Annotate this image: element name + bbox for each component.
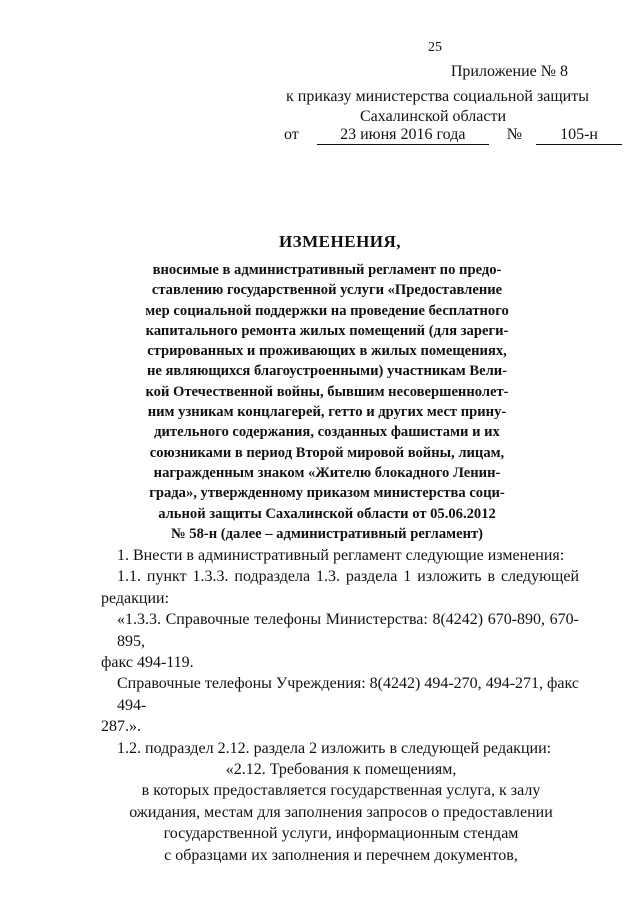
order-date: 23 июня 2016 года — [317, 126, 489, 145]
order-number-label: № — [506, 126, 523, 143]
subtitle-line: кой Отечественной войны, бывшим несовершеннолет- — [145, 383, 509, 400]
section-heading-line: ожидания, местам для заполнения запросов о предоставлении — [129, 803, 553, 821]
paragraph-1: 1. Внести в административный регламент следующие изменения: — [117, 547, 565, 564]
subtitle-line: стрированных и проживающих в жилых помещениях, — [147, 343, 507, 360]
document-body — [103, 545, 579, 866]
paragraph-1-2: 1.2. подраздел 2.12. раздела 2 изложить в следующей редакции: — [117, 739, 552, 757]
subtitle-line: альной защиты Сахалинской области от 05.06.2012 — [158, 505, 496, 522]
subtitle-line: не являющихся благоустроенными) участникам Вели- — [146, 363, 508, 380]
subtitle-line: града», утвержденному приказом министерства соци- — [149, 485, 505, 502]
subtitle-line: вносимые в административный регламент по предо- — [152, 262, 502, 278]
section-heading-line: «2.12. Требования к помещениям, — [225, 761, 457, 779]
order-from-label: от — [284, 126, 299, 143]
order-number: 105-н — [536, 126, 622, 145]
subtitle-line: ставлению государственной услуги «Предоставление — [151, 282, 503, 299]
appendix-label: Приложение № 8 — [450, 63, 568, 80]
subtitle-line: дительного содержания, созданных фашистами и их — [154, 424, 500, 441]
paragraph-1-1: 1.1. пункт 1.3.3. подраздела 1.3. раздела 1 изложить в следующей — [117, 568, 579, 586]
order-reference-line2: Сахалинской области — [360, 108, 507, 125]
subtitle-line: союзниками в период Второй мировой войны, лицам, — [149, 444, 505, 461]
paragraph-phones-agency: Справочные телефоны Учреждения: 8(4242) 494-270, 494-271, факс 494- — [117, 675, 579, 714]
section-heading-line: государственной услуги, информационным стендам — [163, 825, 519, 843]
subtitle-line: капитального ремонта жилых помещений (для зареги- — [145, 322, 509, 339]
paragraph-phones-agency-cont: 287.». — [101, 718, 141, 736]
paragraph-phones-ministry-cont: факс 494-119. — [101, 654, 194, 672]
subtitle-line: мер социальной поддержки на проведение бесплатного — [145, 302, 509, 319]
section-heading-line: в которых предоставляется государственная услуга, к залу — [141, 782, 541, 800]
paragraph-phones-ministry: «1.3.3. Справочные телефоны Министерства: 8(4242) 670-890, 670-895, — [117, 611, 579, 650]
order-date-line — [284, 126, 622, 145]
order-reference-line1: к приказу министерства социальной защиты — [286, 88, 589, 105]
subtitle-line: награжденным знаком «Жителю блокадного Ленин- — [153, 464, 501, 481]
subtitle-line: № 58-н (далее – административный регламент) — [170, 525, 484, 542]
subtitle-line: ним узникам концлагерей, гетто и других мест прину- — [147, 404, 507, 421]
page-number: 25 — [428, 40, 442, 55]
document-subtitle — [122, 260, 532, 544]
section-heading-line: с образцами их заполнения и перечнем документов, — [164, 846, 518, 864]
document-title: ИЗМЕНЕНИЯ, — [278, 232, 402, 251]
paragraph-1-1-cont: редакции: — [101, 589, 170, 607]
